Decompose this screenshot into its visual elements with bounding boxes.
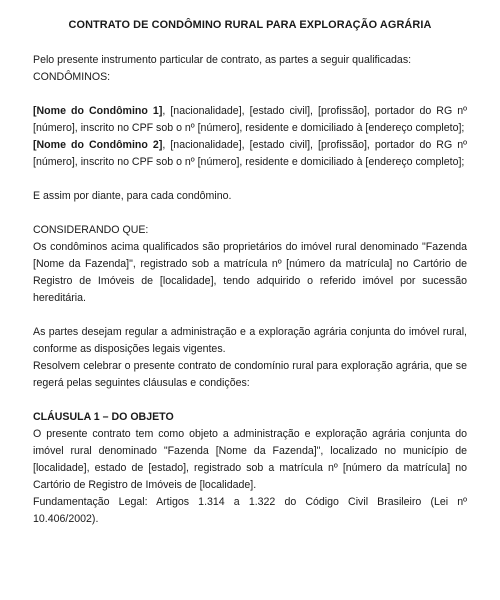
spacer [33,307,467,324]
partes-desejam-paragraph: As partes desejam regular a administração e a exploração agrária conjunta do imóvel rural, conforme as disposições legais vigentes. [33,326,467,355]
condominos-label: CONDÔMINOS: [33,71,111,83]
resolvem-paragraph: Resolvem celebrar o presente contrato de condomínio rural para exploração agrária, que se regerá pelas seguintes cláusulas e condições: [33,360,467,389]
spacer [33,171,467,188]
condomino2-paragraph [33,137,467,171]
fundamentacao-paragraph: Fundamentação Legal: Artigos 1.314 a 1.322 do Código Civil Brasileiro (Lei nº 10.406/2002). [33,496,467,525]
assim-paragraph: E assim por diante, para cada condômino. [33,190,232,202]
condomino1-name: [Nome do Condômino 1] [33,105,163,117]
condomino1-paragraph [33,103,467,137]
clausula1-paragraph: O presente contrato tem como objeto a administração e exploração agrária conjunta do imóvel rural denominado "Fazenda [Nome da Fazenda]", localizado no município de [localidade], estado de [estado], registrado sob a matrícula nº [número da matrícula] no Cartório de Registro de Imóveis de [localidade]. [33,428,467,491]
condomino1-details: , [nacionalidade], [estado civil], [profissão], portador do RG nº [número], inscrito no CPF sob o nº [número], residente e domiciliado à [endereço completo]; [33,105,468,134]
spacer [33,86,467,103]
spacer [33,392,467,409]
considerando-paragraph: Os condôminos acima qualificados são proprietários do imóvel rural denominado "Fazenda [Nome da Fazenda]", registrado sob a matrícula nº [número da matrícula] no Cartório de Registro de Imóveis de [localidade], tendo adquirido o referido imóvel por sucessão hereditária. [33,241,467,304]
spacer [33,205,467,222]
considerando-label: CONSIDERANDO QUE: [33,224,149,236]
condomino2-details: , [nacionalidade], [estado civil], [profissão], portador do RG nº [número], inscrito no CPF sob o nº [número], residente e domiciliado à [endereço completo]; [33,139,468,168]
document-title: CONTRATO DE CONDÔMINO RURAL PARA EXPLORAÇÃO AGRÁRIA [68,19,432,31]
condomino2-name: [Nome do Condômino 2] [33,139,163,151]
clausula1-heading: CLÁUSULA 1 – DO OBJETO [33,411,174,423]
intro-paragraph: Pelo presente instrumento particular de contrato, as partes a seguir qualificadas: [33,54,412,66]
